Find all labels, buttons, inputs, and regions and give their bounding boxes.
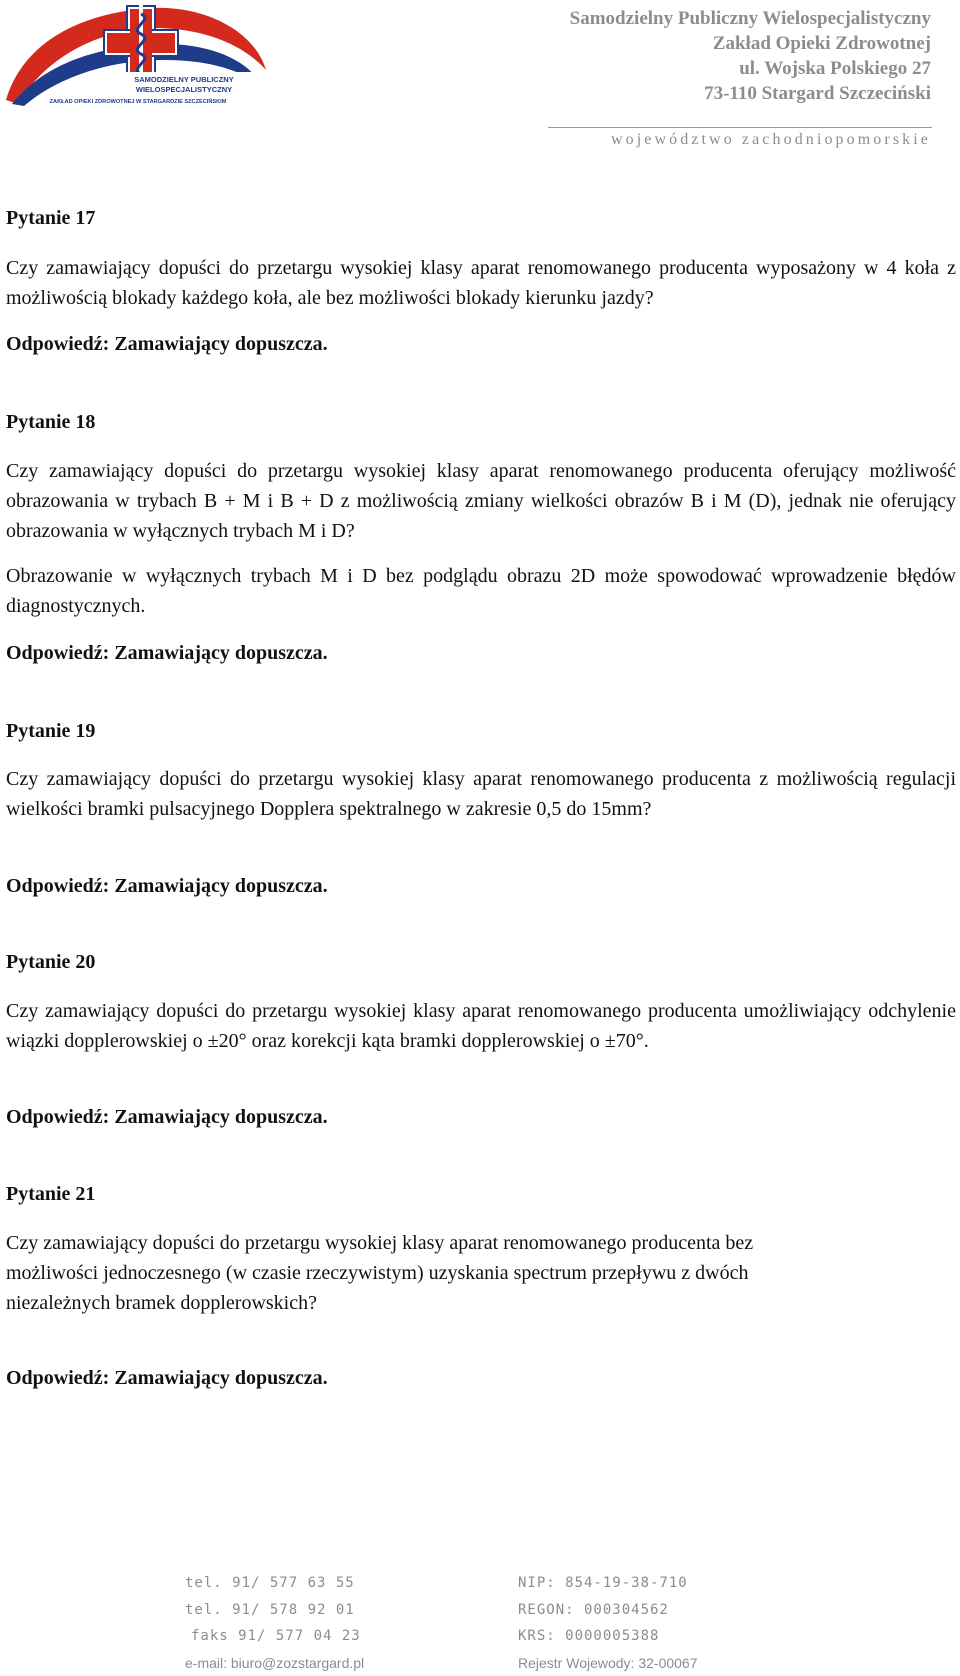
question-title: Pytanie 17 — [6, 206, 95, 230]
header-divider — [548, 127, 932, 128]
question-title: Pytanie 21 — [6, 1182, 95, 1206]
question-text: Czy zamawiający dopuści do przetargu wysokiej klasy aparat renomowanego producenta oferujący możliwość obrazowania w trybach B + M i B + D z możliwością zmiany wielkości obrazów B i M (D), jednak nie oferujący obrazowania w wyłącznych trybach M i D? — [6, 456, 956, 546]
answer-text: Odpowiedź: Zamawiający dopuszcza. — [6, 874, 328, 898]
footer-phone: tel. 91/ 577 63 55 — [185, 1570, 364, 1597]
hospital-logo — [4, 0, 272, 116]
question-text: Czy zamawiający dopuści do przetargu wysokiej klasy aparat renomowanego producenta bez możliwości jednoczesnego (w czasie rzeczywistym) uzyskania spectrum przepływu z dwóch niezależnych bramek dopplerowskich? — [6, 1228, 836, 1318]
footer-regon: REGON: 000304562 — [518, 1597, 698, 1624]
question-title: Pytanie 20 — [6, 950, 95, 974]
question-text: Czy zamawiający dopuści do przetargu wysokiej klasy aparat renomowanego producenta z możliwością regulacji wielkości bramki pulsacyjnego Dopplera spektralnego w zakresie 0,5 do 15mm? — [6, 764, 956, 824]
answer-text: Odpowiedź: Zamawiający dopuszcza. — [6, 641, 328, 665]
question-text: Obrazowanie w wyłącznych trybach M i D bez podglądu obrazu 2D może spowodować wprowadzenie błędów diagnostycznych. — [6, 561, 956, 621]
address-line: Zakład Opieki Zdrowotnej — [570, 31, 931, 56]
address-line: 73-110 Stargard Szczeciński — [570, 81, 931, 106]
footer-krs: KRS: 0000005388 — [518, 1623, 698, 1650]
svg-text:ZAKŁAD OPIEKI ZDROWOTNEJ W STA: ZAKŁAD OPIEKI ZDROWOTNEJ W STARGARDZIE SZCZECIŃSKIM — [50, 97, 227, 105]
footer-contact — [185, 1570, 364, 1676]
question-title: Pytanie 18 — [6, 410, 95, 434]
institution-address — [570, 6, 931, 106]
address-line: ul. Wojska Polskiego 27 — [570, 56, 931, 81]
answer-text: Odpowiedź: Zamawiający dopuszcza. — [6, 332, 328, 356]
answer-text: Odpowiedź: Zamawiający dopuszcza. — [6, 1105, 328, 1129]
footer — [0, 1556, 960, 1666]
question-text: Czy zamawiający dopuści do przetargu wysokiej klasy aparat renomowanego producenta wyposażony w 4 koła z możliwością blokady każdego koła, ale bez możliwości blokady kierunku jazdy? — [6, 253, 956, 313]
address-line: Samodzielny Publiczny Wielospecjalistyczny — [570, 6, 931, 31]
svg-text:SAMODZIELNY PUBLICZNY: SAMODZIELNY PUBLICZNY — [134, 75, 233, 84]
footer-registry — [518, 1570, 698, 1676]
footer-fax: faks 91/ 577 04 23 — [185, 1623, 364, 1650]
answer-text: Odpowiedź: Zamawiający dopuszcza. — [6, 1366, 328, 1390]
question-title: Pytanie 19 — [6, 719, 95, 743]
footer-rejestr: Rejestr Wojewody: 32-00067 — [518, 1650, 698, 1676]
region-label: województwo zachodniopomorskie — [611, 131, 931, 149]
footer-email: e-mail: biuro@zozstargard.pl — [185, 1650, 364, 1676]
question-text: Czy zamawiający dopuści do przetargu wysokiej klasy aparat renomowanego producenta umożliwiający odchylenie wiązki dopplerowskiej o ±20° oraz korekcji kąta bramki dopplerowskiej o ±70°. — [6, 996, 956, 1056]
svg-text:WIELOSPECJALISTYCZNY: WIELOSPECJALISTYCZNY — [136, 85, 232, 94]
footer-phone: tel. 91/ 578 92 01 — [185, 1597, 364, 1624]
footer-nip: NIP: 854-19-38-710 — [518, 1570, 698, 1597]
